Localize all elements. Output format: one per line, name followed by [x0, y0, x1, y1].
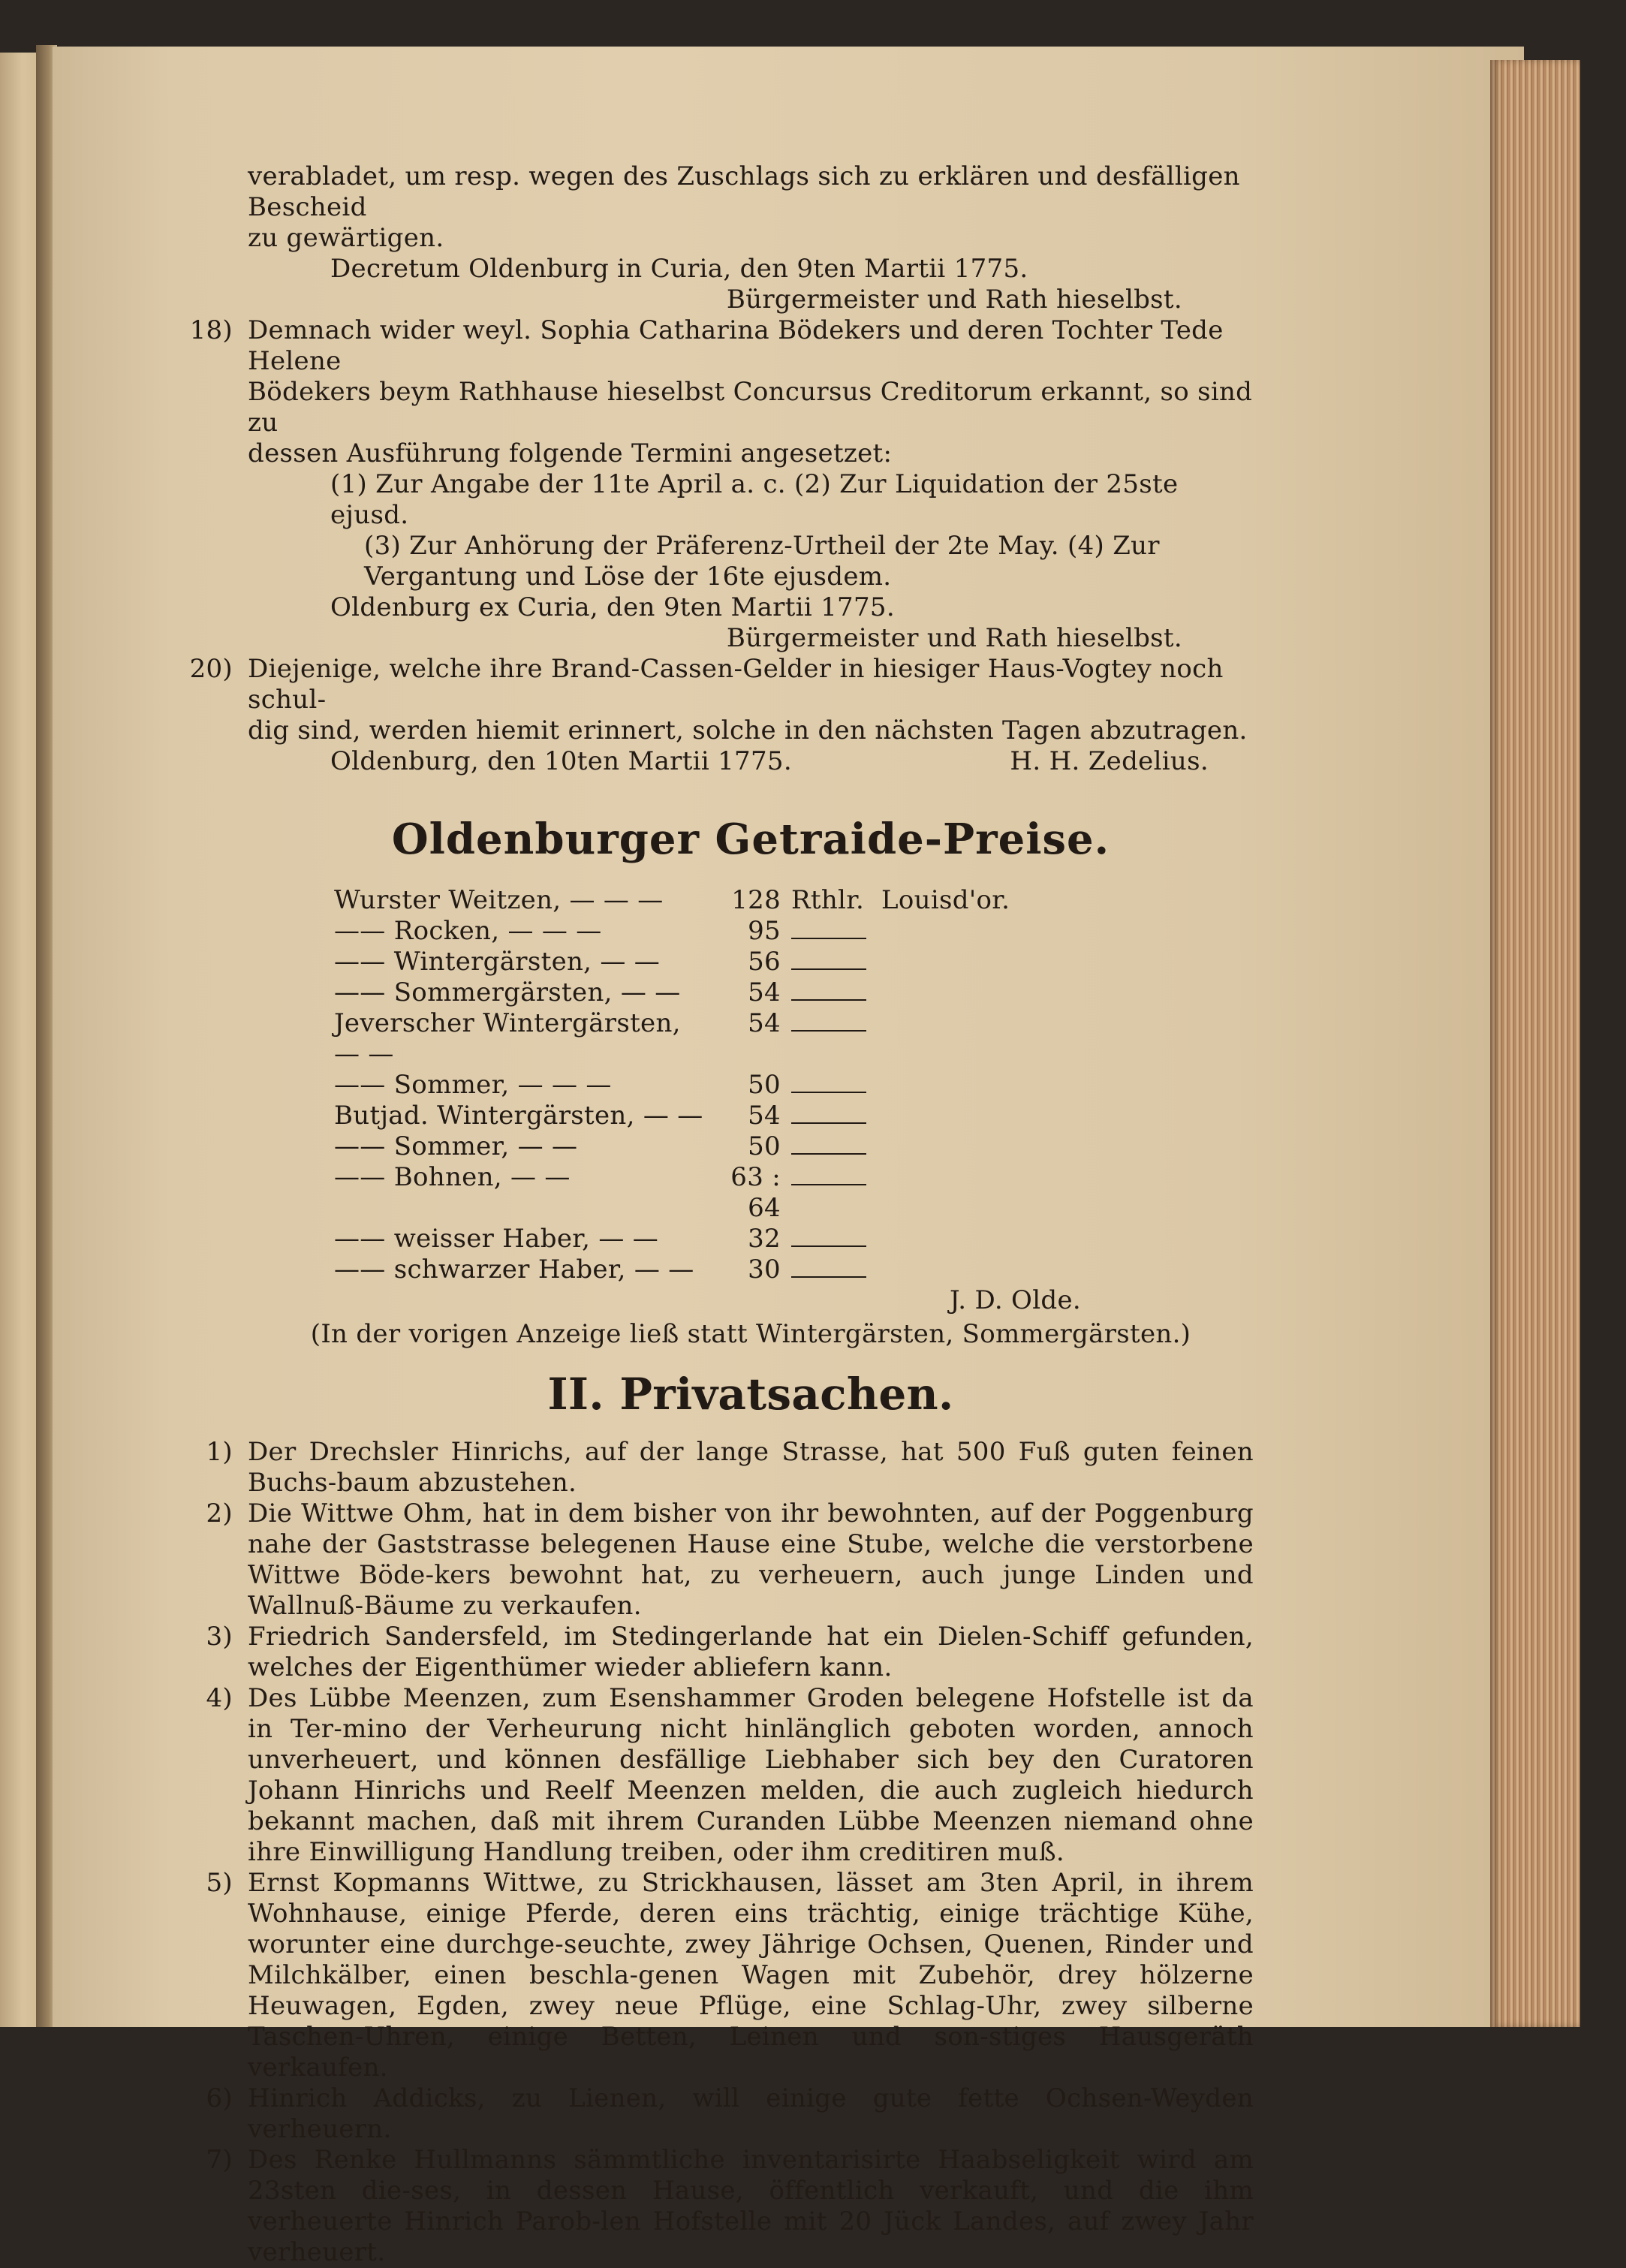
notice-line: Demnach wider weyl. Sophia Catharina Bödekers und deren Tochter Tede Helene [248, 315, 1224, 376]
ditto-line [791, 916, 866, 947]
item-number: 3) [206, 1622, 233, 1652]
price-value: 54 [748, 1101, 781, 1131]
ditto-line [791, 1101, 866, 1131]
price-row [334, 1070, 1039, 1101]
ditto-line [791, 1070, 866, 1101]
price-row [334, 977, 1039, 1008]
notice-20 [189, 654, 1254, 777]
empty-cell [866, 977, 1039, 1008]
grain-name: —— schwarzer Haber, — — [334, 1254, 694, 1285]
private-item [206, 1437, 1254, 1498]
ditto-line [791, 947, 866, 977]
item-number: 7) [206, 2145, 233, 2175]
page-text [189, 161, 1254, 2268]
decree-signer: Bürgermeister und Rath hieselbst. [726, 285, 1182, 315]
item-text: Des Lübbe Meenzen, zum Esenshammer Groden belegene Hofstelle ist da in Ter-mino der Verheurung nicht hinlänglich geboten worden, annoch unverheuert, und können desfällige Liebhaber sich bey den Curatoren Johann Hinrichs und Reelf Meenzen melden, die auch zugleich hiedurch bekannt machen, daß mit ihrem Curanden Lübbe Meenzen niemand ohne ihre Einwilligung Handlung treiben, oder ihm creditiren muß. [248, 1683, 1254, 1867]
private-item [206, 1683, 1254, 1868]
notice-signer: H. H. Zedelius. [1010, 746, 1209, 776]
private-item [206, 2083, 1254, 2145]
empty-cell [866, 1101, 1039, 1131]
empty-cell [866, 1131, 1039, 1162]
top-line-1: verabladet, um resp. wegen des Zuschlags sich zu erklären und desfälligen Bescheid [248, 161, 1240, 222]
price-row [334, 885, 1039, 916]
ditto-dash [791, 1169, 866, 1185]
price-value: 54 [748, 977, 781, 1007]
ditto-dash [791, 1077, 866, 1093]
item-number: 6) [206, 2083, 233, 2113]
item-text: Ernst Kopmanns Wittwe, zu Strickhausen, lässet am 3ten April, in ihrem Wohnhause, einige Pferde, deren eins trächtig, einige trächtige Kühe, worunter eine durchge-seuchte, zwey Jährige Ochsen, Quenen, Rinder und Milchkälber, einen beschla-genen Wagen mit Zubehör, drey hölzerne Heuwagen, Egden, zwey neue Pflüge, eine Schlag-Uhr, zwey silberne Taschen-Uhren, einige Betten, Leinen und son-stiges Hausgeräth verkaufen. [248, 1868, 1254, 2083]
grain-name: —— Sommer, — — — [334, 1070, 612, 1100]
price-value: 56 [748, 947, 781, 977]
empty-cell [866, 916, 1039, 947]
section-title: II. Privatsachen. [547, 1369, 954, 1420]
notice-date: Oldenburg, den 10ten Martii 1775. [330, 746, 792, 776]
unit-label: Rthlr. [791, 885, 865, 915]
notice-term: (3) Zur Anhörung der Präferenz-Urtheil der 2te May. (4) Zur [364, 531, 1160, 561]
unit2-label: Louisd'or. [881, 885, 1010, 915]
item-number: 4) [206, 1683, 233, 1713]
ditto-dash [791, 923, 866, 939]
ditto-line [791, 977, 866, 1008]
grain-name: —— Sommergärsten, — — [334, 977, 681, 1007]
price-row [334, 947, 1039, 977]
item-text: Hinrich Addicks, zu Lienen, will einige gute fette Ochsen-Weyden verheuern. [248, 2083, 1254, 2144]
empty-cell [866, 1070, 1039, 1101]
grain-name: Jeverscher Wintergärsten, — — [334, 1008, 681, 1069]
top-line-2: zu gewärtigen. [248, 223, 444, 253]
ditto-dash [791, 1015, 866, 1032]
notice-term: (1) Zur Angabe der 11te April a. c. (2) Zur Liquidation der 25ste ejusd. [330, 469, 1179, 530]
price-value: 30 [748, 1254, 781, 1285]
price-row [334, 1008, 1039, 1070]
price-row [334, 916, 1039, 947]
grain-name: Butjad. Wintergärsten, — — [334, 1101, 703, 1131]
ditto-line [791, 1224, 866, 1254]
ditto-line [791, 1131, 866, 1162]
price-row [334, 1254, 1039, 1285]
empty-cell [866, 1224, 1039, 1254]
notice-number: 20) [189, 654, 233, 684]
private-item [206, 1622, 1254, 1683]
ditto-line [791, 1162, 866, 1224]
prices-title: Oldenburger Getraide-Preise. [391, 815, 1110, 864]
grain-name: —— weisser Haber, — — [334, 1224, 659, 1254]
notice-line: dig sind, werden hiemit erinnert, solche in den nächsten Tagen abzutragen. [248, 715, 1248, 745]
private-items [206, 1437, 1254, 2268]
item-number: 2) [206, 1498, 233, 1529]
item-text: Der Drechsler Hinrichs, auf der lange Strasse, hat 500 Fuß guten feinen Buchs-baum abzustehen. [248, 1437, 1254, 1498]
grain-name: —— Wintergärsten, — — [334, 947, 661, 977]
notice-line: dessen Ausführung folgende Termini angesetzet: [248, 438, 893, 468]
grain-name: Wurster Weitzen, — — — [334, 885, 664, 915]
price-row [334, 1131, 1039, 1162]
ditto-dash [791, 984, 866, 1001]
private-item [206, 1868, 1254, 2083]
notice-term: Vergantung und Löse der 16te ejusdem. [364, 562, 892, 592]
price-row [334, 1224, 1039, 1254]
notice-text [248, 654, 1254, 777]
item-text: Die Wittwe Ohm, hat in dem bisher von ihr bewohnten, auf der Poggenburg nahe der Gaststrasse belegenen Hause eine Stube, welche die verstorbene Wittwe Böde-kers bewohnt hat, zu verheuern, auch junge Linden und Wallnuß-Bäume zu verkaufen. [248, 1498, 1254, 1621]
price-value: 54 [748, 1008, 781, 1038]
price-row [334, 1101, 1039, 1131]
empty-cell [866, 1008, 1039, 1070]
price-value: 50 [748, 1131, 781, 1161]
grain-name: —— Bohnen, — — [334, 1162, 571, 1192]
prices-signer: J. D. Olde. [949, 1285, 1081, 1315]
grain-name: —— Sommer, — — [334, 1131, 578, 1161]
notice-number: 18) [189, 315, 233, 345]
notice-signer: Bürgermeister und Rath hieselbst. [726, 623, 1182, 653]
page-edges [1490, 60, 1580, 2027]
empty-cell [866, 1162, 1039, 1224]
ditto-line [791, 1008, 866, 1070]
ditto-dash [791, 1261, 866, 1278]
ditto-dash [791, 1230, 866, 1247]
ditto-dash [791, 1107, 866, 1124]
price-table [334, 885, 1039, 1285]
price-row [334, 1162, 1039, 1224]
item-text: Friedrich Sandersfeld, im Stedingerlande hat ein Dielen-Schiff gefunden, welches der Eigenthümer wieder abliefern kann. [248, 1622, 1254, 1682]
price-value: 95 [748, 916, 781, 946]
private-item [206, 1498, 1254, 1622]
item-text: Des Renke Hullmanns sämmtliche inventarisirte Haabseligkeit wird am 23sten die-ses, in dessen Hause, öffentlich verkauft, und die ihm verheuerte Hinrich Parob-len Hofstelle mit 20 Jück Landes, auf zwey Jahr verheuert. [248, 2145, 1254, 2267]
grain-name: —— Rocken, — — — [334, 916, 602, 946]
ditto-dash [791, 953, 866, 970]
price-value: 50 [748, 1070, 781, 1100]
empty-cell [866, 1254, 1039, 1285]
notice-line: Diejenige, welche ihre Brand-Cassen-Gelder in hiesiger Haus-Vogtey noch schul- [248, 654, 1224, 715]
decree-line: Decretum Oldenburg in Curia, den 9ten Martii 1775. [330, 254, 1028, 284]
notice-date: Oldenburg ex Curia, den 9ten Martii 1775. [330, 592, 895, 622]
empty-cell [866, 947, 1039, 977]
price-value: 128 [731, 885, 781, 915]
private-item [206, 2145, 1254, 2268]
notice-text [248, 315, 1254, 654]
notice-line: Bödekers beym Rathhause hieselbst Concursus Creditorum erkannt, so sind zu [248, 377, 1253, 438]
prices-note: (In der vorigen Anzeige ließ statt Wintergärsten, Sommergärsten.) [310, 1319, 1191, 1349]
item-number: 1) [206, 1437, 233, 1467]
price-value: 63 : 64 [730, 1162, 781, 1223]
ditto-line [791, 1254, 866, 1285]
price-value: 32 [748, 1224, 781, 1254]
ditto-dash [791, 1138, 866, 1155]
item-number: 5) [206, 1868, 233, 1898]
notice-18 [189, 315, 1254, 654]
notice-footer [248, 746, 1254, 777]
